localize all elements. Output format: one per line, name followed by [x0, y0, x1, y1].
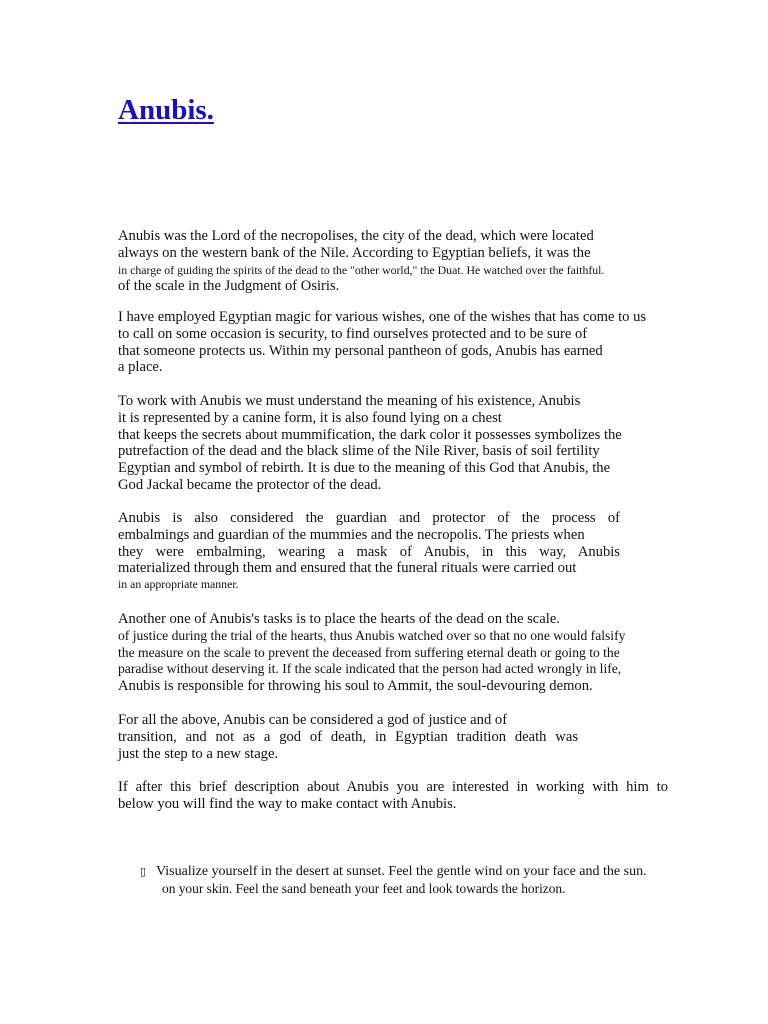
bullet-item	[140, 864, 647, 897]
paragraph-4	[118, 510, 620, 591]
paragraph-line: they were embalming, wearing a mask of Anubis, in this way, Anubis	[118, 543, 620, 560]
paragraph-line: that keeps the secrets about mummification, the dark color it possesses symbolizes the	[118, 426, 622, 443]
paragraph-line: below you will find the way to make contact with Anubis.	[118, 795, 457, 812]
paragraph-line: a place.	[118, 359, 163, 376]
paragraph-line: God Jackal became the protector of the dead.	[118, 476, 382, 493]
paragraph-line: to call on some occasion is security, to find ourselves protected and to be sure of	[118, 325, 588, 342]
paragraph-line: in an appropriate manner.	[118, 577, 239, 592]
paragraph-line: Anubis is responsible for throwing his soul to Ammit, the soul-devouring demon.	[118, 678, 593, 695]
paragraph-line: Another one of Anubis's tasks is to place the hearts of the dead on the scale.	[118, 611, 560, 627]
paragraph-line: that someone protects us. Within my personal pantheon of gods, Anubis has earned	[118, 342, 603, 359]
paragraph-line: putrefaction of the dead and the black slime of the Nile River, basis of soil fertility	[118, 443, 600, 460]
paragraph-line: Anubis is also considered the guardian and protector of the process of	[118, 510, 620, 526]
page-title[interactable]: Anubis.	[118, 94, 214, 126]
bullet-text: Visualize yourself in the desert at sunset. Feel the gentle wind on your face and the sun.	[156, 864, 647, 879]
paragraph-line: Egyptian and symbol of rebirth. It is due to the meaning of this God that Anubis, the	[118, 460, 611, 477]
paragraph-line: it is represented by a canine form, it is also found lying on a chest	[118, 409, 502, 426]
paragraph-line: paradise without deserving it. If the scale indicated that the person had acted wrongly in life,	[118, 661, 622, 677]
paragraph-line: just the step to a new stage.	[118, 745, 279, 762]
bullet-line	[140, 864, 647, 881]
paragraph-line: Anubis was the Lord of the necropolises, the city of the dead, which were located	[118, 228, 594, 244]
paragraph-2	[118, 309, 646, 376]
bullet-marker-icon: ▯	[140, 865, 147, 878]
paragraph-line: in charge of guiding the spirits of the dead to the "other world," the Duat. He watched over the faithful.	[118, 262, 605, 277]
paragraph-3	[118, 393, 622, 494]
paragraph-7	[118, 779, 668, 813]
paragraph-line: always on the western bank of the Nile. According to Egyptian beliefs, it was the	[118, 244, 591, 261]
paragraph-line: I have employed Egyptian magic for various wishes, one of the wishes that has come to us	[118, 309, 647, 325]
paragraph-line: If after this brief description about Anubis you are interested in working with him to	[118, 779, 668, 795]
paragraph-line: materialized through them and ensured that the funeral rituals were carried out	[118, 560, 577, 577]
paragraph-line: embalmings and guardian of the mummies and the necropolis. The priests when	[118, 526, 585, 543]
bullet-line: on your skin. Feel the sand beneath your feet and look towards the horizon.	[162, 880, 566, 896]
paragraph-line: To work with Anubis we must understand the meaning of his existence, Anubis	[118, 393, 581, 409]
paragraph-5	[118, 611, 625, 695]
paragraph-line: transition, and not as a god of death, in Egyptian tradition death was	[118, 728, 578, 745]
paragraph-line: the measure on the scale to prevent the deceased from suffering eternal death or going to the	[118, 644, 620, 660]
paragraph-line: For all the above, Anubis can be considered a god of justice and of	[118, 712, 508, 728]
paragraph-line: of the scale in the Judgment of Osiris.	[118, 278, 340, 295]
paragraph-line: of justice during the trial of the hearts, thus Anubis watched over so that no one would falsify	[118, 627, 626, 643]
paragraph-1	[118, 228, 604, 295]
paragraph-6	[118, 712, 578, 762]
